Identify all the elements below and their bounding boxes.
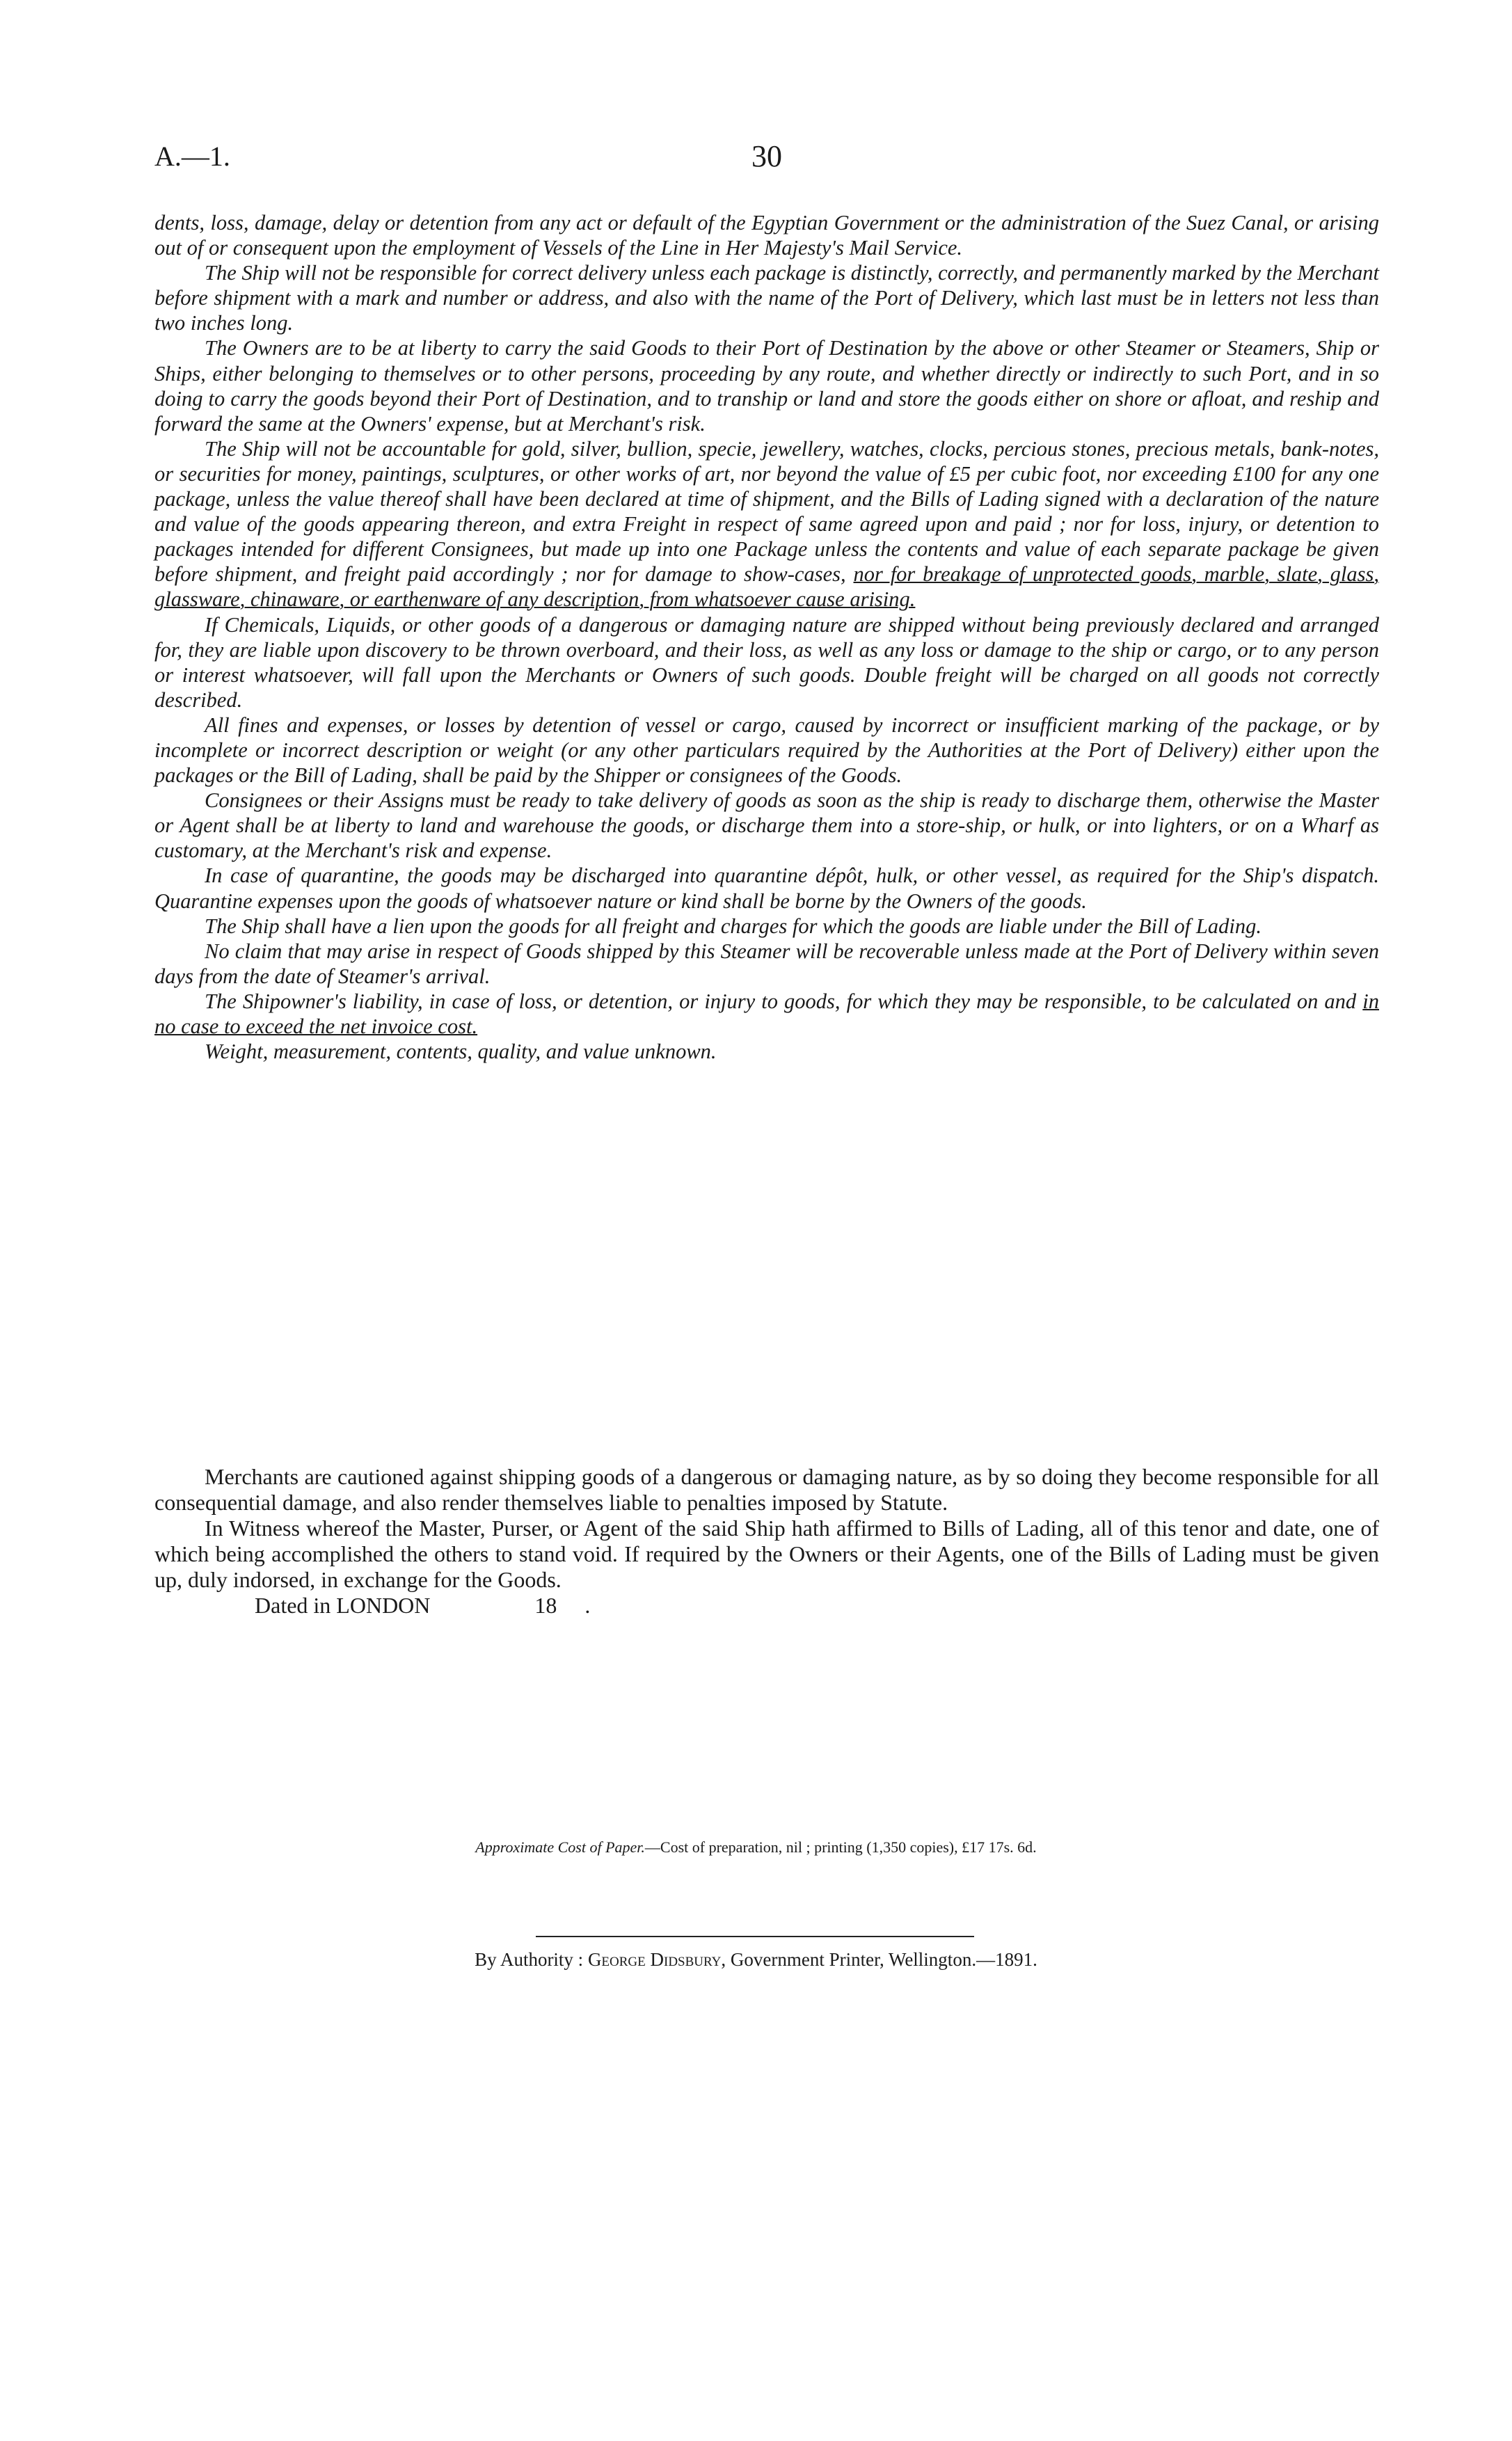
page-header	[154, 136, 1379, 184]
printer-authority	[0, 1947, 1512, 1972]
footer-divider	[536, 1936, 974, 1937]
authority-prefix: By Authority :	[475, 1949, 588, 1970]
page-number: 30	[751, 139, 782, 173]
clause-breakage-underlined: nor for breakage of unprotected goods, marble, slate, glass, glassware, chinaware, or earthenware of any description, from whatsoever cause arising.	[154, 562, 1379, 612]
authority-suffix: , Government Printer, Wellington.—1891.	[721, 1949, 1037, 1970]
clause-liberty-to-carry: The Owners are to be at liberty to carry the said Goods to their Port of Destination by the above or other Steamer or Steamers, Ship or Ships, either belonging to themselves or to other persons, proceeding by any route, and whether directly or indirectly to such Port, and in so doing to carry the goods beyond their Port of Destination, and to tranship or land and store the goods either on shore or afloat, and reship and forward the same at the Owners' expense, but at Merchant's risk.	[154, 336, 1379, 436]
approximate-cost-note	[0, 1837, 1512, 1858]
clause-consignees: Consignees or their Assigns must be ready to take delivery of goods as soon as the ship is ready to discharge them, otherwise the Master or Agent shall be at liberty to land and warehouse the goods, or discharge them into a store-ship, or hulk, or into lighters, or on a Wharf as customary, at the Merchant's risk and expense.	[154, 788, 1379, 863]
dated-label: Dated in LONDON	[255, 1593, 431, 1618]
printer-name: George Didsbury	[587, 1949, 722, 1970]
clause-liability-text: The Shipowner's liability, in case of loss, or detention, or injury to goods, for which they may be responsible, to be calculated on and	[205, 989, 1363, 1013]
clause-weight-unknown: Weight, measurement, contents, quality, and value unknown.	[205, 1040, 717, 1064]
dated-year: 18	[534, 1593, 557, 1618]
document-reference: A.—1.	[154, 141, 230, 172]
clause-fines: All fines and expenses, or losses by detention of vessel or cargo, caused by incorrect or insufficient marking of the package, or by incomplete or incorrect description or weight (or any other particulars required by the Authorities at the Port of Delivery) either upon the packages or the Bill of Lading, shall be paid by the Shipper or consignees of the Goods.	[154, 713, 1379, 788]
witness-statement: In Witness whereof the Master, Purser, or Agent of the said Ship hath affirmed to Bills of Lading, all of this tenor and date, one of which being accomplished the others to stand void. If required by the Owners or their Agents, one of the Bills of Lading must be given up, duly indorsed, in exchange for the Goods.	[154, 1516, 1379, 1592]
clause-dangerous-goods: If Chemicals, Liquids, or other goods of a dangerous or damaging nature are shipped without being previously declared and arranged for, they are liable upon discovery to be thrown overboard, and their loss, as well as any loss or damage to the ship or cargo, or to any person or interest whatsoever, will fall upon the Merchants or Owners of such goods. Double freight will be charged on all goods not correctly described.	[154, 612, 1379, 712]
clause-quarantine: In case of quarantine, the goods may be discharged into quarantine dépôt, hulk, or other vessel, as required for the Ship's dispatch. Quarantine expenses upon the goods of whatsoever nature or kind shall be borne by the Owners of the goods.	[154, 864, 1379, 913]
clause-liability-underlined: in no case to exceed the net invoice cost.	[154, 989, 1379, 1038]
clause-continuation: dents, loss, damage, delay or detention from any act or default of the Egyptian Government or the administration of the Suez Canal, or arising out of or consequent upon the employment of Vessels of the Line in Her Majesty's Mail Service.	[154, 211, 1379, 260]
clause-liability	[154, 989, 1379, 1039]
merchants-caution: Merchants are cautioned against shipping goods of a dangerous or damaging nature, as by so doing they become responsible for all consequential damage, and also render themselves liable to penalties imposed by Statute.	[154, 1464, 1379, 1515]
clause-lien: The Ship shall have a lien upon the goods for all freight and charges for which the goods are liable under the Bill of Lading.	[205, 914, 1262, 938]
clause-valuables	[154, 436, 1379, 612]
clause-claims: No claim that may arise in respect of Goods shipped by this Steamer will be recoverable unless made at the Port of Delivery within seven days from the date of Steamer's arrival.	[154, 939, 1379, 988]
bill-of-lading-clauses	[154, 210, 1379, 1064]
witness-section	[154, 1464, 1379, 1619]
clause-marking: The Ship will not be responsible for correct delivery unless each package is distinctly, correctly, and permanently marked by the Merchant before shipment with a mark and number or address, and also with the name of the Port of Delivery, which last must be in letters not less than two inches long.	[154, 261, 1379, 335]
cost-text: —Cost of preparation, nil ; printing (1,350 copies), £17 17s. 6d.	[644, 1838, 1037, 1856]
cost-label: Approximate Cost of Paper.	[475, 1838, 645, 1856]
clause-valuables-text: The Ship will not be accountable for gold, silver, bullion, specie, jewellery, watches, clocks, percious stones, precious metals, bank-notes, or securities for money, paintings, sculptures, or other works of art, nor beyond the value of £5 per cubic foot, nor exceeding £100 for any one package, unless the value thereof shall have been declared at time of shipment, and the Bills of Lading signed with a declaration of the nature and value of the goods appearing thereon, and extra Freight in respect of same agreed upon and paid ; nor for loss, injury, or detention to packages intended for different Consignees, but made up into one Package unless the contents and value of each separate package be given before shipment, and freight paid accordingly ; nor for damage to show-cases,	[154, 436, 1379, 587]
dated-end: .	[584, 1593, 591, 1618]
dated-line	[154, 1593, 1379, 1619]
